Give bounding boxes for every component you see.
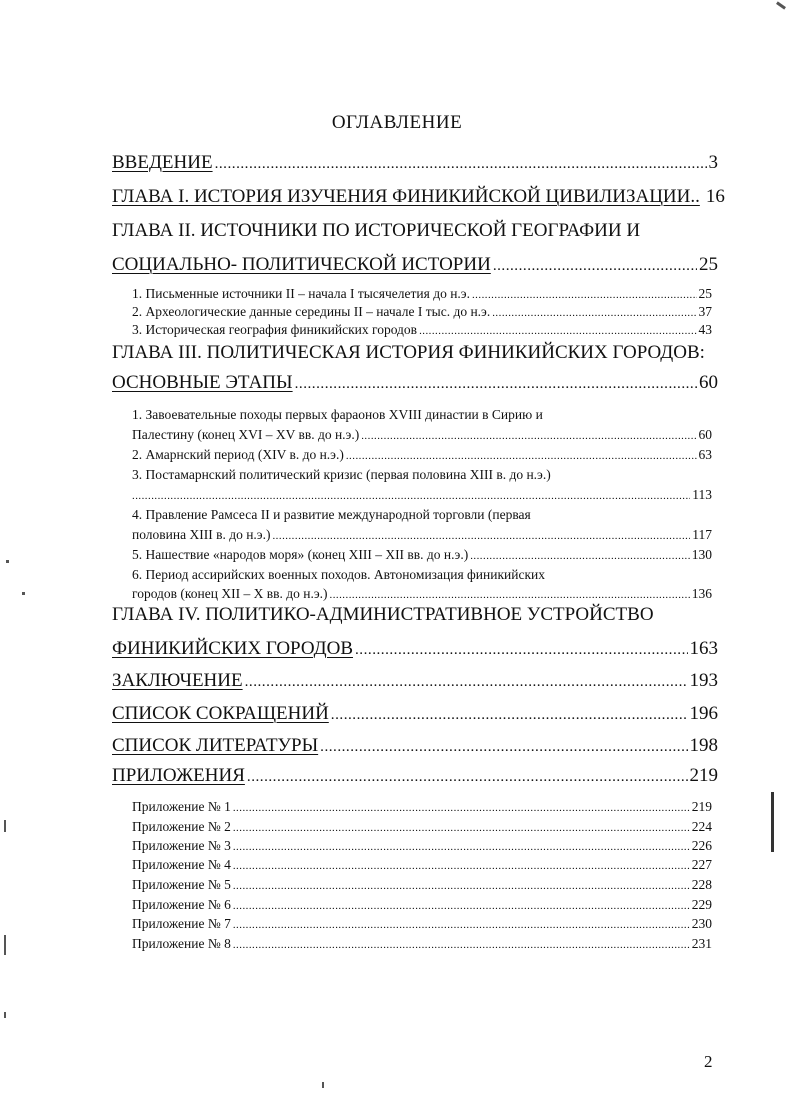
toc-entry-appendix-1[interactable] [132,799,712,815]
leader-dots [493,257,697,275]
toc-entry-page: 43 [698,322,712,337]
toc-entry-section-3-2[interactable] [132,447,712,463]
scan-speck [4,820,6,832]
scan-speck [4,935,6,955]
toc-entry-title: 4. Правление Рамсеса II и развитие международной торговли (первая [132,507,531,522]
toc-entry-title: ГЛАВА III. ПОЛИТИЧЕСКАЯ ИСТОРИЯ ФИНИКИЙСКИХ ГОРОДОВ: [112,342,705,363]
scan-speck [771,792,774,852]
toc-entry-page: 113 [692,487,712,502]
toc-entry-title: 6. Период ассирийских военных походов. Автономизация финикийских [132,567,545,582]
page-title: ОГЛАВЛЕНИЕ [331,112,463,133]
leader-dots [472,289,697,301]
toc-entry-page: 117 [692,527,712,542]
toc-entry-literature[interactable] [112,735,718,757]
toc-entry-title: 2. Археологические данные середины II – начале I тыс. до н.э. [132,304,491,319]
toc-entry-chapter-4-line1[interactable] [112,604,718,626]
leader-dots [272,530,690,542]
toc-entry-section-3-3[interactable] [132,487,712,503]
toc-entry-chapter-2-line1[interactable] [112,220,718,242]
toc-entry-intro[interactable] [112,152,718,174]
leader-dots [361,430,696,442]
toc-entry-appendix-3[interactable] [132,838,712,854]
toc-entry-title: половина XIII в. до н.э.) [132,527,271,542]
toc-entry-page: 25 [698,286,712,301]
toc-entry-section-2-3[interactable] [132,322,712,338]
toc-entry-title: Приложение № 6 [132,897,231,912]
toc-entry-page: 37 [698,304,712,319]
toc-entry-title: городов (конец XII – X вв. до н.э.) [132,586,328,601]
toc-entry-title: 5. Нашествие «народов моря» (конец XIII – XII вв. до н.э.) [132,547,469,562]
toc-entry-page: 219 [689,765,718,786]
toc-entry-abbreviations[interactable] [112,703,718,725]
toc-entry-section-2-1[interactable] [132,286,712,302]
toc-entry-conclusion[interactable] [112,670,718,692]
leader-dots [419,325,696,337]
toc-entry-title: Приложение № 7 [132,916,231,931]
toc-entry-title: 1. Завоевательные походы первых фараонов XVIII династии в Сирию и [132,407,543,422]
leader-dots [470,550,690,562]
toc-entry-title: 3. Постамарнский политический кризис (первая половина XIII в. до н.э.) [132,467,551,482]
toc-entry-title: Палестину (конец XVI – XV вв. до н.э.) [132,427,360,442]
leader-dots [233,860,690,872]
toc-entry-page: 224 [691,819,712,834]
leader-dots [346,450,697,462]
toc-entry-section-3-4[interactable] [132,527,712,543]
leader-dots [233,900,690,912]
leader-dots [330,589,690,601]
toc-entry-appendix-4[interactable] [132,857,712,873]
scan-speck [4,1012,6,1018]
scan-speck [776,1,786,9]
leader-dots [233,919,690,931]
toc-entry-title: ФИНИКИЙСКИХ ГОРОДОВ [112,638,353,659]
toc-entry-chapter-3-line1[interactable] [112,342,718,364]
toc-entry-section-2-2[interactable] [132,304,712,320]
toc-entry-appendix-8[interactable] [132,936,712,952]
leader-dots [492,307,696,319]
toc-entry-title: ОСНОВНЫЕ ЭТАПЫ [112,372,293,393]
scan-speck [22,592,25,595]
toc-entry-page: 226 [691,838,712,853]
toc-entry-page: 227 [691,857,712,872]
toc-entry-appendix-6[interactable] [132,897,712,913]
toc-entry-title: Приложение № 4 [132,857,231,872]
toc-entry-title: ГЛАВА II. ИСТОЧНИКИ ПО ИСТОРИЧЕСКОЙ ГЕОГРАФИИ И [112,220,641,241]
toc-entry-section-3-1-line1[interactable] [132,407,712,423]
toc-entry-appendix-7[interactable] [132,916,712,932]
toc-entry-page: 130 [691,547,712,562]
toc-entry-title: Приложение № 8 [132,936,231,951]
toc-entry-title: ГЛАВА I. ИСТОРИЯ ИЗУЧЕНИЯ ФИНИКИЙСКОЙ ЦИВИЛИЗАЦИИ.. [112,186,700,207]
leader-dots [233,822,690,834]
toc-entry-page: 193 [689,670,718,691]
leader-dots [132,490,690,502]
toc-entry-page: 63 [698,447,712,462]
toc-entry-title: 3. Историческая география финикийских городов [132,322,418,337]
toc-entry-title: ПРИЛОЖЕНИЯ [112,765,245,786]
leader-dots [233,939,690,951]
toc-entry-page: 60 [698,427,712,442]
toc-entry-page: 229 [691,897,712,912]
toc-entry-title: 2. Амарнский период (XIV в. до н.э.) [132,447,344,462]
toc-entry-page: 231 [691,936,712,951]
toc-entry-page: 228 [691,877,712,892]
toc-entry-title: ГЛАВА IV. ПОЛИТИКО-АДМИНИСТРАТИВНОЕ УСТРОЙСТВО [112,604,654,625]
toc-entry-chapter-2[interactable] [112,254,718,276]
toc-entry-appendix-2[interactable] [132,819,712,835]
toc-entry-chapter-3[interactable] [112,372,718,394]
scan-speck [6,560,9,563]
toc-entry-title: СОЦИАЛЬНО- ПОЛИТИЧЕСКОЙ ИСТОРИИ [112,254,491,275]
toc-entry-section-3-4-line1[interactable] [132,507,712,523]
leader-dots [320,738,687,756]
toc-entry-page: 16 [705,186,725,207]
toc-entry-title: СПИСОК ЛИТЕРАТУРЫ [112,735,319,756]
leader-dots [295,375,697,393]
toc-entry-chapter-1[interactable] [112,186,725,208]
toc-entry-section-3-6-line1[interactable] [132,567,712,583]
leader-dots [233,841,690,853]
page-number: 2 [704,1052,713,1071]
leader-dots [245,673,688,691]
toc-entry-chapter-4[interactable] [112,638,718,660]
toc-entry-title: 1. Письменные источники II – начала I тысячелетия до н.э. [132,286,470,301]
toc-entry-page: 198 [689,735,718,756]
toc-entry-title: Приложение № 5 [132,877,231,892]
toc-entry-appendices[interactable] [112,765,718,787]
toc-entry-page: 3 [708,152,718,173]
toc-entry-section-3-1[interactable] [132,427,712,443]
leader-dots [215,155,707,173]
toc-entry-page: 163 [689,638,718,659]
toc-entry-section-3-6[interactable] [132,586,712,602]
toc-entry-page: 25 [699,254,718,275]
toc-entry-page: 219 [691,799,712,814]
toc-entry-section-3-5[interactable] [132,547,712,563]
leader-dots [233,880,690,892]
leader-dots [247,768,688,786]
toc-entry-page: 136 [691,586,712,601]
toc-entry-title: СПИСОК СОКРАЩЕНИЙ [112,703,329,724]
toc-entry-title: ЗАКЛЮЧЕНИЕ [112,670,243,691]
toc-entry-appendix-5[interactable] [132,877,712,893]
toc-entry-title: Приложение № 1 [132,799,231,814]
toc-entry-title: Приложение № 2 [132,819,231,834]
toc-entry-title: ВВЕДЕНИЕ [112,152,213,173]
toc-entry-page: 60 [699,372,718,393]
leader-dots [355,641,688,659]
toc-entry-title: Приложение № 3 [132,838,231,853]
toc-entry-section-3-3-line1[interactable] [132,467,712,483]
toc-entry-page: 230 [691,916,712,931]
toc-entry-page: 196 [689,703,718,724]
leader-dots [233,802,690,814]
leader-dots [331,706,688,724]
scan-speck [322,1082,324,1088]
